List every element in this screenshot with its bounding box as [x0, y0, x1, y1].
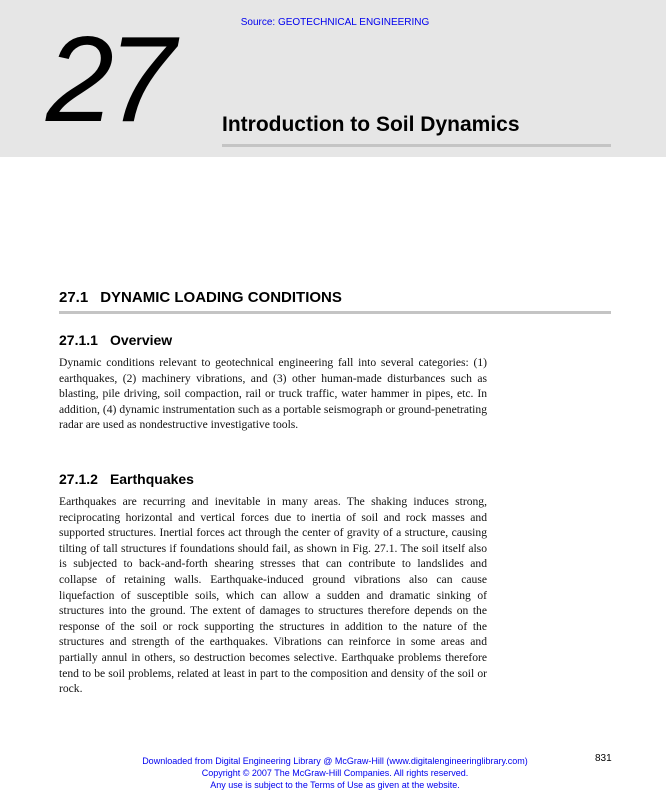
- subsection-number: 27.1.2: [59, 471, 98, 487]
- chapter-number: 27: [46, 11, 170, 147]
- earthquakes-paragraph: Earthquakes are recurring and inevitable in many areas. The shaking induces strong, reciprocating horizontal and vertical forces due to inertia of soil and rock masses and supported structures. Inertial forces act through the center of gravity of a structure, causing tilting of tall structures if foundations should fail, as shown in Fig. 27.1. The soil itself also is subjected to back-and-forth shearing stresses that can contribute to landslides and collapse of retaining walls. Earthquake-induced ground vibrations also can cause liquefaction of susceptible soils, which can allow a sudden and dramatic sinking of structures into the ground. The extent of damages to structures therefore depends on the response of the soil or rock supporting the structures in addition to the nature of the structures and strength of the earthquakes. Vibrations can reinforce in some areas and partially annul in others, so destruction becomes selective. Earthquake problems therefore tend to be soil problems, related at least in part to the composition and density of the soil or rock.: [59, 495, 487, 696]
- source-link[interactable]: Source: GEOTECHNICAL ENGINEERING: [240, 17, 430, 28]
- subsection-title: Earthquakes: [109, 471, 194, 487]
- section-title: DYNAMIC LOADING CONDITIONS: [100, 289, 342, 306]
- footer-terms-link[interactable]: Any use is subject to the Terms of Use as given at the website.: [210, 780, 460, 790]
- chapter-title-rule: [222, 144, 611, 147]
- subsection-title: Overview: [109, 332, 173, 348]
- subsection-heading-earthquakes: [59, 471, 194, 488]
- section-rule: [59, 311, 611, 314]
- subsection-heading-overview: [59, 332, 172, 349]
- footer-copyright-link[interactable]: Copyright © 2007 The McGraw-Hill Companies. All rights reserved.: [201, 768, 469, 778]
- subsection-number: 27.1.1: [59, 332, 98, 348]
- overview-paragraph: Dynamic conditions relevant to geotechnical engineering fall into several categories: (1) earthquakes, (2) machinery vibrations, and (3) other human-made disturbances such as blasting, pile driving, soil compaction, rail or truck traffic, water hammer in pipes, etc. In addition, (4) dynamic instrumentation such as a portable seismograph or ground-penetrating radar are used as nondestructive investigative tools.: [59, 356, 487, 432]
- section-number: 27.1: [59, 289, 89, 306]
- section-heading: [59, 289, 342, 307]
- chapter-title: Introduction to Soil Dynamics: [222, 113, 520, 136]
- page-number: 831: [595, 753, 612, 764]
- footer-download-link[interactable]: Downloaded from Digital Engineering Library @ McGraw-Hill (www.digitalengineeringlibrary.com): [142, 756, 528, 766]
